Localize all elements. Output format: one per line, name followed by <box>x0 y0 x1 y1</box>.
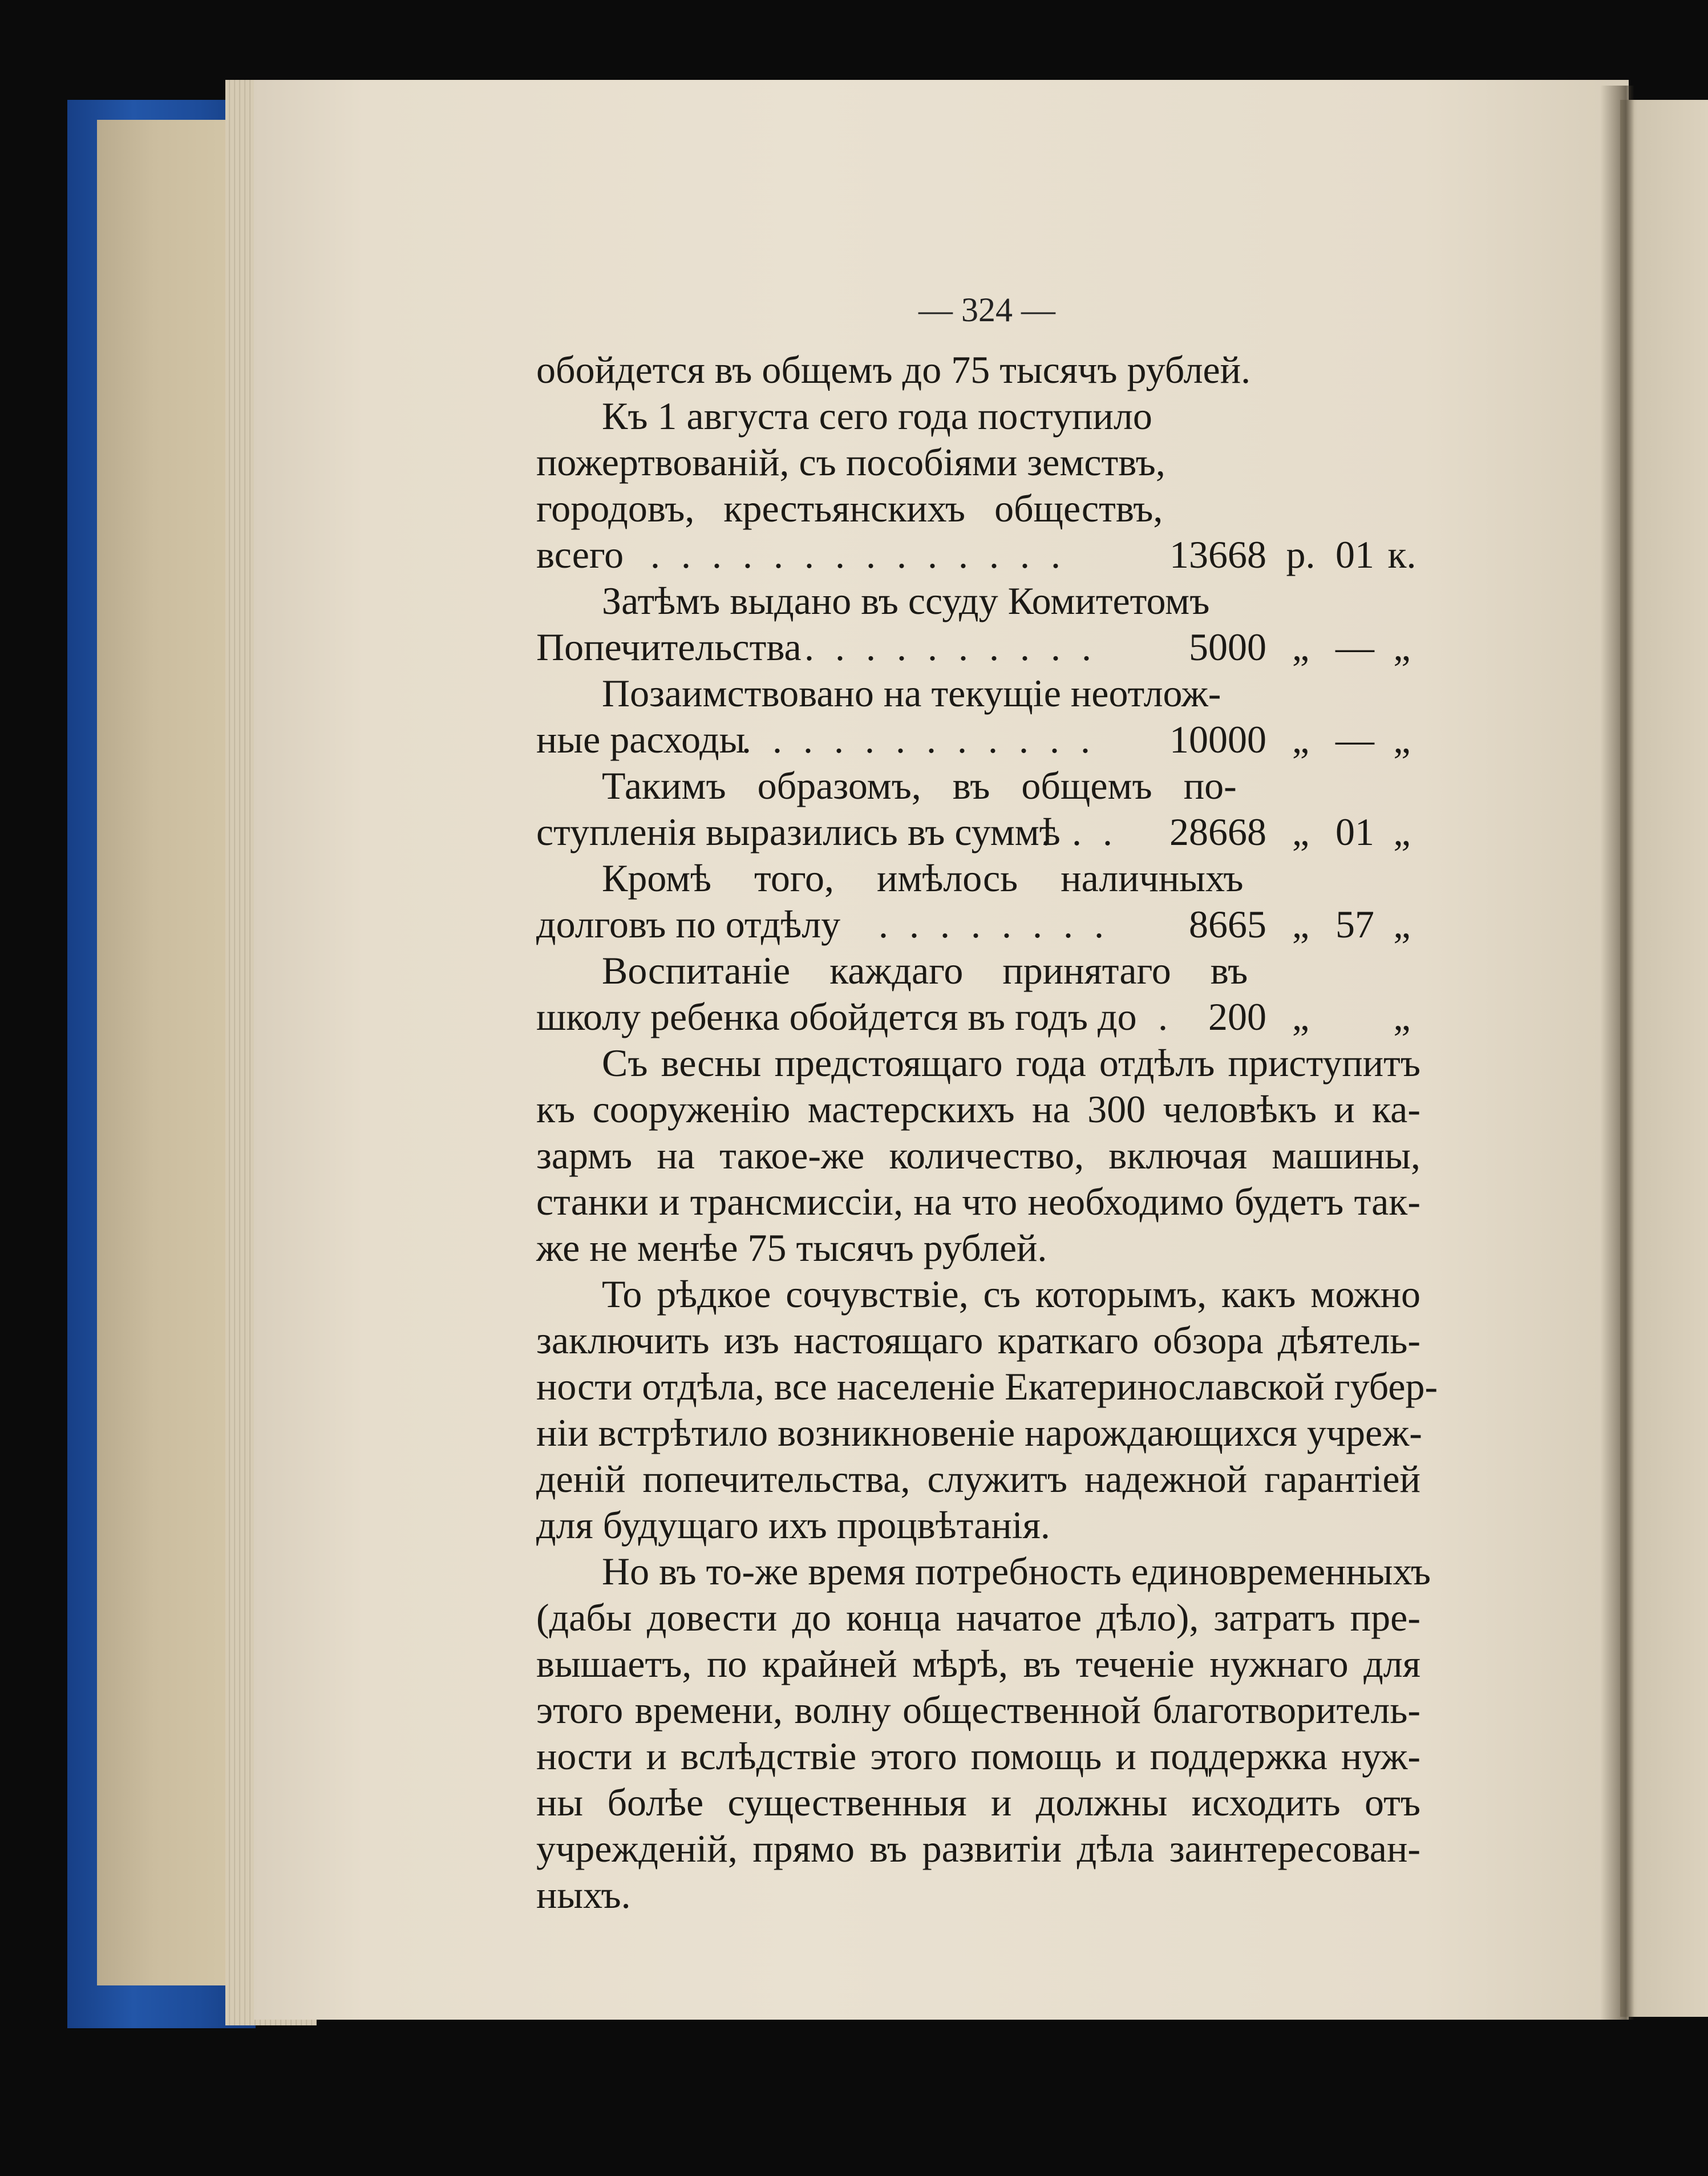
ledger-description: долговъ по отдѣлу <box>536 903 841 946</box>
text-line: ны болѣе существенныя и должны исходить отъ <box>536 1781 1420 1824</box>
ledger-unit: „ <box>1292 718 1310 761</box>
ledger-unit: к. <box>1387 533 1416 576</box>
text-line: Такимъ образомъ, въ общемъ по- <box>602 764 1237 807</box>
ledger-leader-dots: . . . . . . . . . . <box>804 625 1097 669</box>
ledger-description: школу ребенка обойдется въ годъ до <box>536 995 1137 1038</box>
ledger-unit: „ <box>1393 625 1411 669</box>
ledger-amount: 5000 <box>1189 625 1266 669</box>
page-body <box>536 347 1438 1918</box>
ledger-amount: 200 <box>1208 995 1266 1038</box>
ledger-kopecks: — <box>1335 718 1374 761</box>
text-line: деній попечительства, служитъ надежной гарантіей <box>536 1457 1420 1500</box>
text-line: этого времени, волну общественной благотворитель- <box>536 1688 1420 1732</box>
ledger-unit: „ <box>1393 903 1411 946</box>
ledger-amount: 8665 <box>1189 903 1266 946</box>
text-line: обойдется въ общемъ до 75 тысячъ рублей. <box>536 348 1251 391</box>
inner-board <box>97 120 240 1985</box>
text-line: вышаетъ, по крайней мѣрѣ, въ теченіе нужнаго для <box>536 1642 1420 1685</box>
ledger-kopecks: 01 <box>1335 533 1374 576</box>
text-line: Воспитаніе каждаго принятаго въ <box>602 949 1248 992</box>
ledger-row <box>536 809 1420 855</box>
text-line: городовъ, крестьянскихъ обществъ, <box>536 487 1163 530</box>
ledger-leader-dots: . . . . . . . . <box>879 903 1110 946</box>
ledger-amount: 28668 <box>1169 810 1266 854</box>
text-line: ныхъ. <box>536 1873 631 1916</box>
ledger-row <box>536 532 1420 578</box>
ledger-amount: 13668 <box>1169 533 1266 576</box>
text-line: Затѣмъ выдано въ ссуду Комитетомъ <box>602 579 1210 622</box>
ledger-description: Попечительства <box>536 625 802 669</box>
text-line: То рѣдкое сочувствіе, съ которымъ, какъ можно <box>602 1272 1420 1316</box>
ledger-amount: 10000 <box>1169 718 1266 761</box>
text-line: къ сооруженію мастерскихъ на 300 человѣкъ и ка- <box>536 1087 1420 1131</box>
ledger-leader-dots: . . . . . . . . . . . . . . <box>650 533 1066 576</box>
ledger-unit: р. <box>1286 533 1316 576</box>
ledger-leader-dots: . <box>1158 995 1173 1038</box>
ledger-row <box>536 994 1420 1040</box>
text-line: учрежденій, прямо въ развитіи дѣла заинтересован- <box>536 1827 1420 1870</box>
text-line: ніи встрѣтило возникновеніе нарождающихся учреж- <box>536 1411 1422 1454</box>
text-line: ности отдѣла, все населеніе Екатеринославской губер- <box>536 1365 1438 1408</box>
ledger-leader-dots: . . . <box>1041 810 1118 854</box>
text-line: заключить изъ настоящаго краткаго обзора дѣятель- <box>536 1318 1420 1362</box>
ledger-row <box>536 717 1420 763</box>
ledger-unit: „ <box>1292 995 1310 1038</box>
text-line: Но въ то-же время потребность единовременныхъ <box>602 1550 1431 1593</box>
ledger-unit: „ <box>1393 995 1411 1038</box>
text-line: зармъ на такое-же количество, включая машины, <box>536 1134 1420 1177</box>
text-line: Съ весны предстоящаго года отдѣлъ приступитъ <box>602 1041 1420 1085</box>
text-line: ности и вслѣдствіе этого помощь и поддержка нуж- <box>536 1734 1420 1778</box>
text-line: Позаимствовано на текущіе неотлож- <box>602 672 1221 715</box>
ledger-row <box>536 624 1420 670</box>
ledger-unit: „ <box>1292 625 1310 669</box>
ledger-kopecks: 01 <box>1335 810 1374 854</box>
text-line: Кромѣ того, имѣлось наличныхъ <box>602 856 1244 900</box>
text-line: Къ 1 августа сего года поступило <box>602 394 1152 438</box>
text-line: (дабы довести до конца начатое дѣло), затратъ пре- <box>536 1596 1420 1639</box>
gutter-shadow <box>1600 86 1634 2020</box>
ledger-unit: „ <box>1393 810 1411 854</box>
ledger-row <box>536 901 1420 948</box>
ledger-description: ступленія выразились въ суммѣ <box>536 810 1061 854</box>
ledger-leader-dots: . . . . . . . . . . . . <box>742 718 1096 761</box>
text-line: станки и трансмиссіи, на что необходимо будетъ так- <box>536 1180 1420 1223</box>
text-line: пожертвованій, съ пособіями земствъ, <box>536 440 1165 484</box>
ledger-description: ные расходы <box>536 718 746 761</box>
text-line: для будущаго ихъ процвѣтанія. <box>536 1503 1050 1547</box>
ledger-unit: „ <box>1393 718 1411 761</box>
ledger-description: всего <box>536 533 624 576</box>
ledger-kopecks: 57 <box>1335 903 1374 946</box>
ledger-unit: „ <box>1292 810 1310 854</box>
ledger-unit: „ <box>1292 903 1310 946</box>
page-number: — 324 — <box>918 291 1055 329</box>
text-line: же не менѣе 75 тысячъ рублей. <box>536 1226 1047 1269</box>
ledger-kopecks: — <box>1335 625 1374 669</box>
